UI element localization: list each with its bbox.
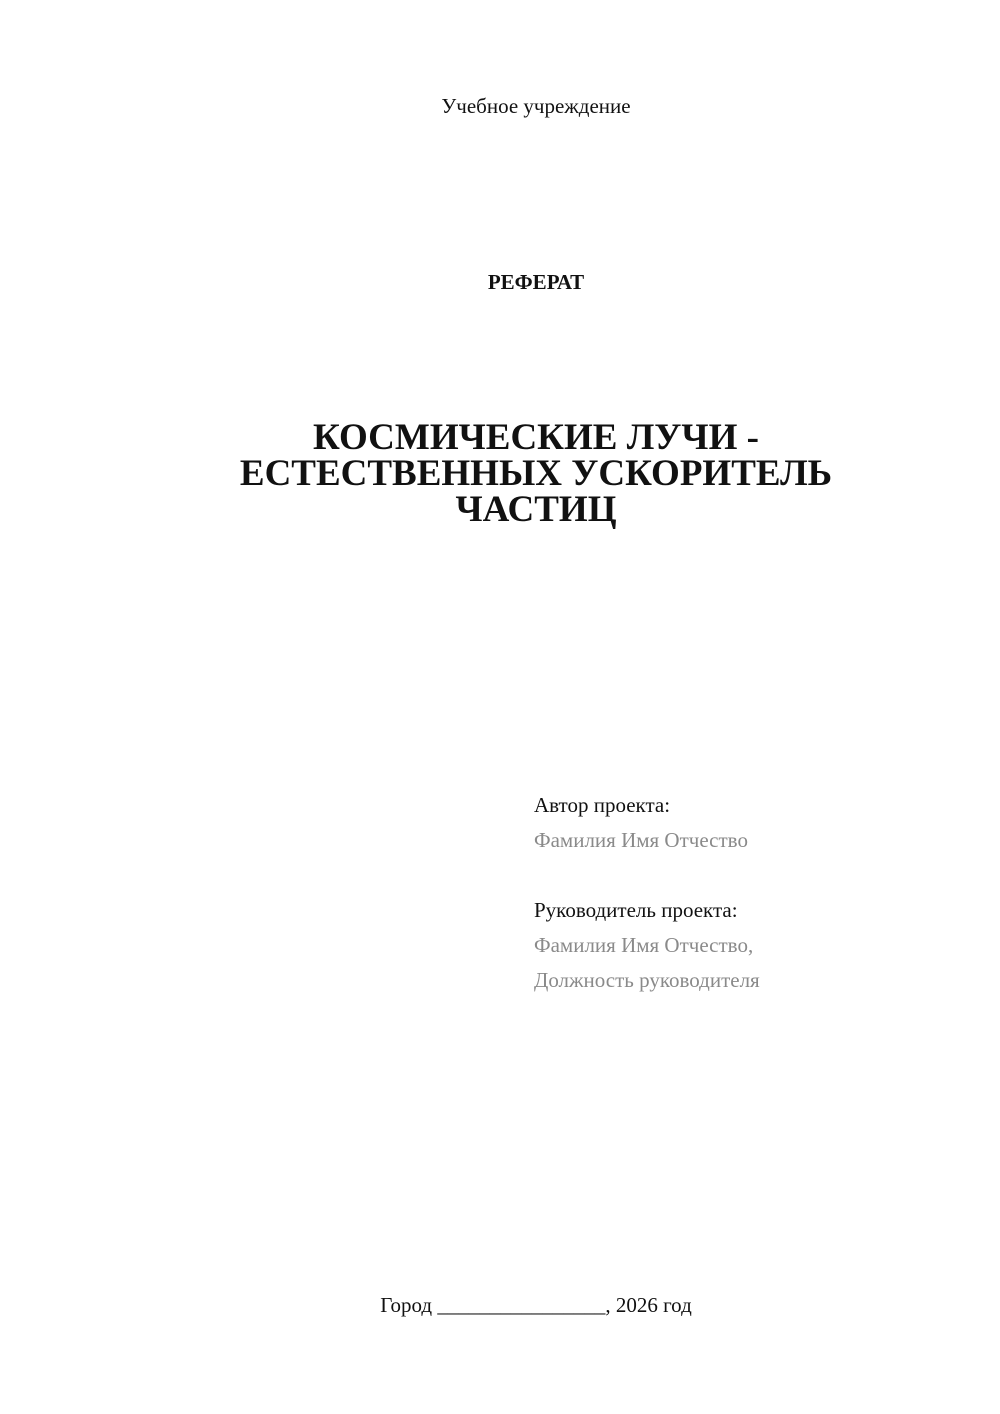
- title-line-2: ЕСТЕСТВЕННЫХ УСКОРИТЕЛЬ: [239, 453, 833, 494]
- author-label: Автор проекта:: [534, 793, 671, 817]
- city-year-line: [0, 1290, 1000, 1320]
- supervisor-label: Руководитель проекта:: [534, 898, 738, 922]
- city-blank: ________________: [437, 1293, 606, 1317]
- title-line-1: КОСМИЧЕСКИЕ ЛУЧИ -: [313, 417, 759, 458]
- institution-name: Учебное учреждение: [441, 94, 631, 118]
- document-type: РЕФЕРАТ: [487, 270, 585, 294]
- supervisor-position: Должность руководителя: [534, 968, 760, 992]
- project-info: [534, 788, 974, 998]
- title-line-3: ЧАСТИЦ: [455, 489, 617, 530]
- supervisor-name: Фамилия Имя Отчество,: [534, 933, 754, 957]
- document-title: [0, 417, 1000, 530]
- info-spacer: [534, 858, 974, 893]
- author-name: Фамилия Имя Отчество: [534, 828, 748, 852]
- year-text: , 2026 год: [605, 1293, 692, 1317]
- city-label: Город: [380, 1293, 433, 1317]
